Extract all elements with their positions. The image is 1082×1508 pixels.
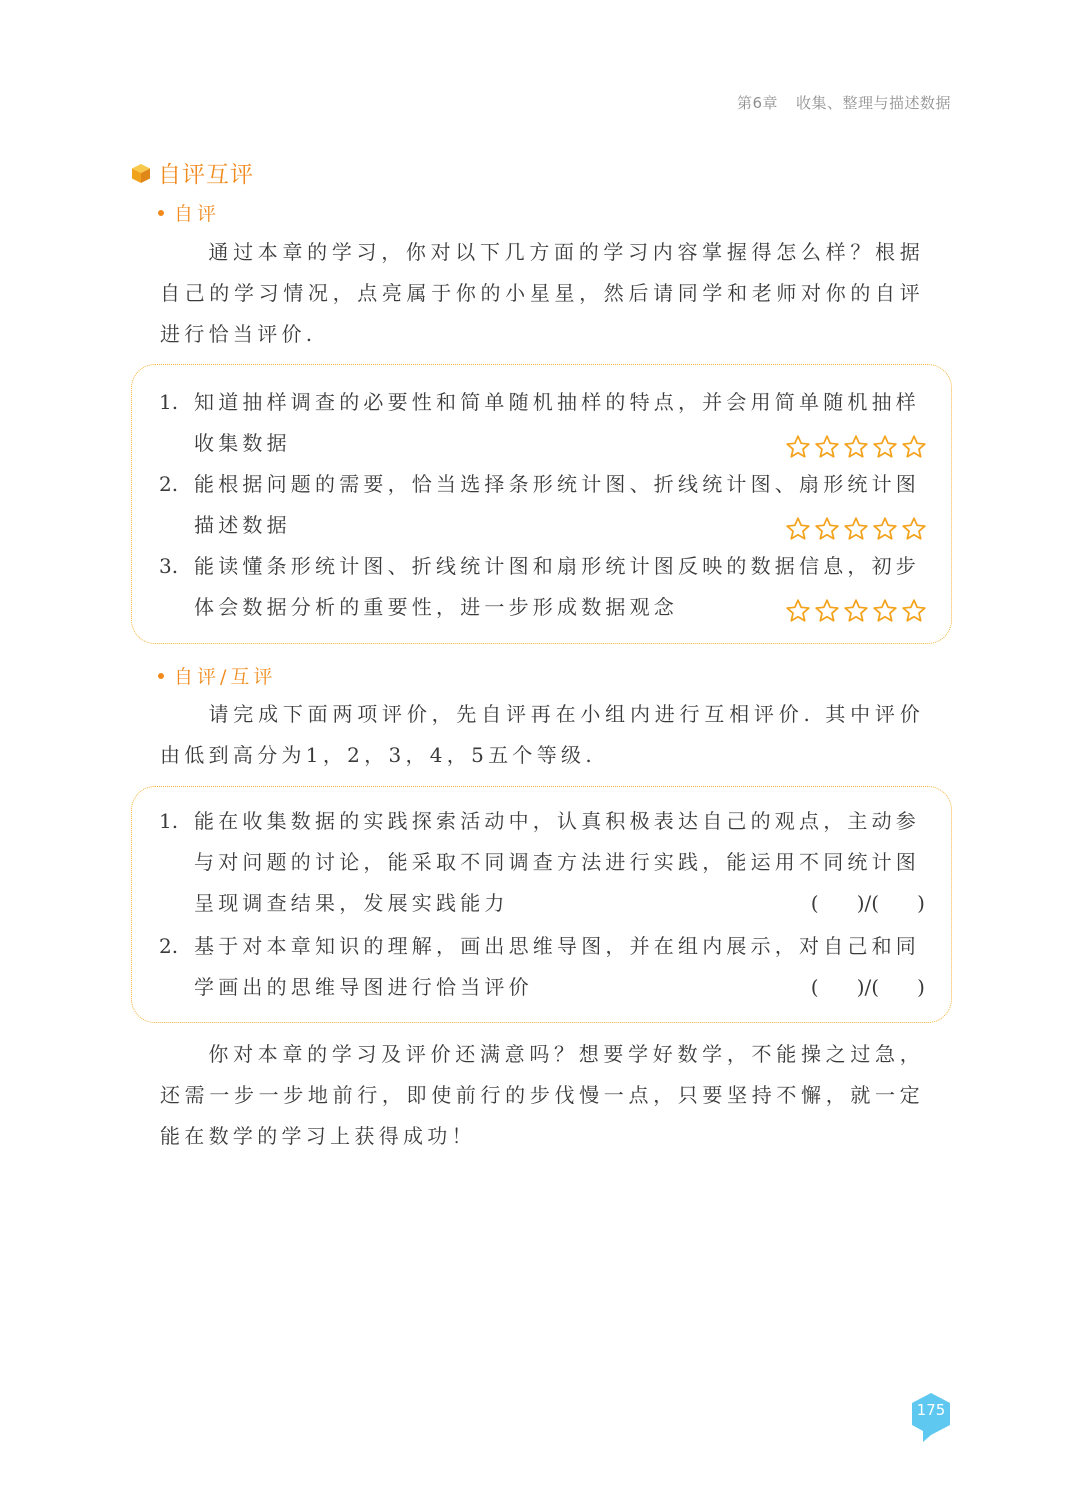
star-rating[interactable] bbox=[785, 434, 927, 460]
page-number: 175 bbox=[916, 1401, 946, 1419]
self-eval-item-2 bbox=[159, 464, 927, 546]
item-text: 能在收集数据的实践探索活动中，认真积极表达自己的观点，主动参 bbox=[194, 809, 920, 833]
peer-eval-item-1 bbox=[159, 801, 927, 924]
page-number-badge bbox=[909, 1391, 955, 1443]
self-eval-item-3 bbox=[159, 546, 927, 628]
peer-eval-intro bbox=[160, 694, 924, 776]
item-number: 2. bbox=[159, 472, 179, 496]
star-rating[interactable] bbox=[785, 516, 927, 542]
peer-eval-item-2 bbox=[159, 926, 927, 1008]
chapter-title: 收集、整理与描述数据 bbox=[795, 94, 951, 112]
score-blank[interactable]: ( )/( ) bbox=[810, 891, 925, 915]
item-text: 能读懂条形统计图、折线统计图和扇形统计图反映的数据信息，初步 bbox=[194, 554, 920, 578]
cube-icon bbox=[130, 162, 152, 184]
item-text: 描述数据 bbox=[194, 513, 291, 537]
item-number: 2. bbox=[159, 934, 179, 958]
star-icon[interactable] bbox=[872, 516, 898, 542]
item-text: 学画出的思维导图进行恰当评价 bbox=[194, 975, 533, 999]
star-icon[interactable] bbox=[901, 598, 927, 624]
self-eval-intro-text: 通过本章的学习，你对以下几方面的学习内容掌握得怎么样？根据自己的学习情况，点亮属于你的小星星，然后请同学和老师对你的自评进行恰当评价. bbox=[160, 240, 924, 346]
star-icon[interactable] bbox=[872, 434, 898, 460]
item-text: 基于对本章知识的理解，画出思维导图，并在组内展示，对自己和同 bbox=[194, 934, 920, 958]
self-eval-heading-text: 自评 bbox=[174, 203, 221, 225]
section-title-text: 自评互评 bbox=[158, 162, 254, 188]
star-icon[interactable] bbox=[785, 598, 811, 624]
item-text: 能根据问题的需要，恰当选择条形统计图、折线统计图、扇形统计图 bbox=[194, 472, 920, 496]
star-icon[interactable] bbox=[843, 598, 869, 624]
closing-text: 你对本章的学习及评价还满意吗？想要学好数学，不能操之过急，还需一步一步地前行，即使前行的步伐慢一点，只要坚持不懈，就一定能在数学的学习上获得成功！ bbox=[160, 1042, 924, 1148]
score-blank[interactable]: ( )/( ) bbox=[810, 975, 925, 999]
peer-eval-heading-text: 自评/互评 bbox=[174, 666, 277, 688]
running-header bbox=[737, 92, 951, 113]
star-icon[interactable] bbox=[901, 434, 927, 460]
item-text: 体会数据分析的重要性，进一步形成数据观念 bbox=[194, 595, 678, 619]
self-eval-item-1 bbox=[159, 382, 927, 464]
star-icon[interactable] bbox=[872, 598, 898, 624]
closing-paragraph bbox=[160, 1034, 924, 1157]
item-text: 收集数据 bbox=[194, 431, 291, 455]
star-icon[interactable] bbox=[814, 516, 840, 542]
self-eval-intro bbox=[160, 232, 924, 355]
star-rating[interactable] bbox=[785, 598, 927, 624]
star-icon[interactable] bbox=[843, 434, 869, 460]
peer-eval-heading bbox=[158, 662, 276, 689]
peer-eval-intro-text: 请完成下面两项评价，先自评再在小组内进行互相评价. 其中评价由低到高分为1，2，3，4，5五个等级. bbox=[160, 702, 924, 767]
section-title bbox=[130, 156, 254, 189]
bullet-dot bbox=[158, 210, 164, 216]
star-icon[interactable] bbox=[843, 516, 869, 542]
star-icon[interactable] bbox=[814, 598, 840, 624]
item-number: 1. bbox=[159, 809, 179, 833]
star-icon[interactable] bbox=[785, 516, 811, 542]
bullet-dot bbox=[158, 673, 164, 679]
chapter-number: 第6章 bbox=[736, 94, 778, 112]
item-number: 3. bbox=[159, 554, 179, 578]
star-icon[interactable] bbox=[785, 434, 811, 460]
self-eval-heading bbox=[158, 199, 220, 226]
star-icon[interactable] bbox=[901, 516, 927, 542]
item-number: 1. bbox=[159, 390, 179, 414]
star-icon[interactable] bbox=[814, 434, 840, 460]
item-text: 知道抽样调查的必要性和简单随机抽样的特点，并会用简单随机抽样 bbox=[194, 390, 920, 414]
item-text: 与对问题的讨论，能采取不同调查方法进行实践，能运用不同统计图 bbox=[194, 850, 920, 874]
item-text: 呈现调查结果，发展实践能力 bbox=[194, 891, 509, 915]
